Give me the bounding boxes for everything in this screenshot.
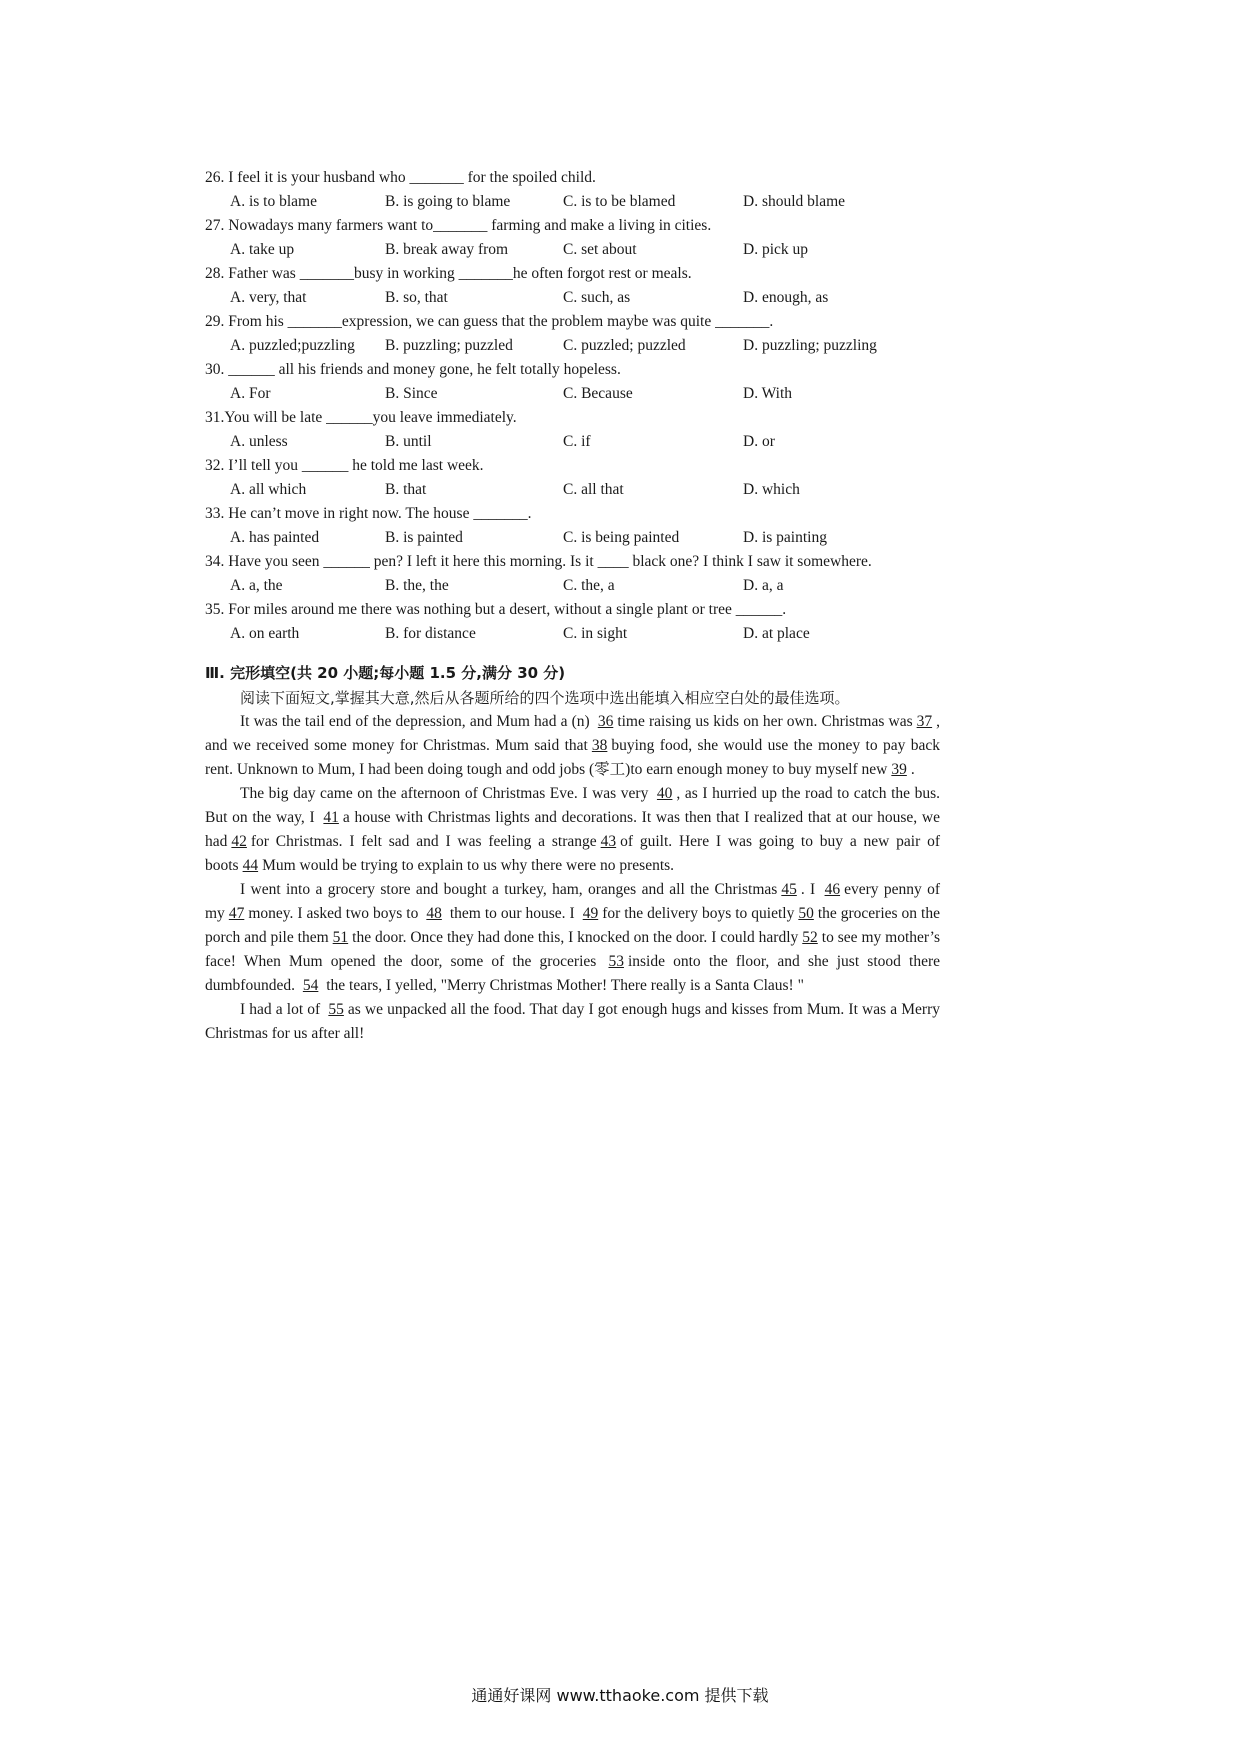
question-options <box>205 430 940 454</box>
answer-option: A. has painted <box>230 529 320 546</box>
answer-option: B. break away from <box>385 241 509 258</box>
passage-text: The big day came on the afternoon of Christmas Eve. I was very <box>240 785 653 802</box>
question-options <box>205 286 940 310</box>
answer-option: A. very, that <box>230 289 307 306</box>
answer-option: D. is painting <box>743 529 827 546</box>
cloze-blank: 43 <box>600 833 617 850</box>
answer-option: C. if <box>563 433 591 450</box>
passage-text: a house with Christmas lights and decorations. It was then that I realized that at our house, we had <box>205 809 940 850</box>
passage-text: inside onto the floor, and she just stood there dumbfounded. <box>205 953 941 994</box>
answer-option: B. that <box>385 481 427 498</box>
answer-option: D. or <box>743 433 775 450</box>
passage-text: as we unpacked all the food. That day I got enough hugs and kisses from Mum. It was a Merry Christmas for us after all! <box>205 1001 940 1042</box>
cloze-passage <box>205 710 940 1046</box>
passage-text: the groceries on the porch and pile them <box>205 905 940 946</box>
cloze-blank: 40 <box>656 785 673 802</box>
passage-text: for Christmas. I felt sad and I was feeling a strange <box>250 833 597 850</box>
footer-source: 通通好课网 www.tthaoke.com 提供下载 <box>471 1686 769 1705</box>
passage-paragraph <box>205 998 940 1046</box>
passage-text: time raising us kids on her own. Christmas was <box>617 713 913 730</box>
section-title: Ⅲ. 完形填空(共 20 小题;每小题 1.5 分,满分 30 分) <box>205 664 566 682</box>
answer-option: D. a, a <box>743 577 784 594</box>
question-options <box>205 382 940 406</box>
passage-text: Mum would be trying to explain to us why there were no presents. <box>262 857 675 874</box>
answer-option: D. which <box>743 481 800 498</box>
answer-option: A. take up <box>230 241 295 258</box>
passage-text: . I <box>800 881 821 898</box>
answer-option: B. so, that <box>385 289 448 306</box>
cloze-blank: 47 <box>228 905 245 922</box>
answer-option: D. at place <box>743 625 810 642</box>
answer-option: C. puzzled; puzzled <box>563 337 686 354</box>
passage-text: for the delivery boys to quietly <box>602 905 795 922</box>
question-options <box>205 478 940 502</box>
cloze-blank: 55 <box>328 1001 344 1018</box>
passage-text: I had a lot of <box>240 1001 325 1018</box>
answer-option: A. on earth <box>230 625 300 642</box>
answer-option: D. puzzling; puzzling <box>743 337 877 354</box>
passage-text: I went into a grocery store and bought a turkey, ham, oranges and all the Christmas <box>240 881 778 898</box>
passage-text: of guilt. Here I was going to buy a new pair of boots <box>205 833 940 874</box>
cloze-blank: 48 <box>426 905 442 922</box>
cloze-blank: 49 <box>582 905 599 922</box>
multiple-choice-questions <box>205 166 940 646</box>
answer-option: B. is painted <box>385 529 463 546</box>
answer-option: B. until <box>385 433 432 450</box>
answer-option: A. all which <box>230 481 307 498</box>
answer-option: A. a, the <box>230 577 283 594</box>
cloze-blank: 39 <box>891 761 907 778</box>
answer-option: D. enough, as <box>743 289 829 306</box>
cloze-blank: 50 <box>798 905 814 922</box>
question-options <box>205 334 940 358</box>
passage-text: money. I asked two boys to <box>248 905 423 922</box>
cloze-blank: 53 <box>608 953 624 970</box>
answer-option: C. is being painted <box>563 529 680 546</box>
cloze-blank: 37 <box>916 713 933 730</box>
question-stem: 30. ______ all his friends and money gone, he felt totally hopeless. <box>205 361 621 378</box>
cloze-blank: 38 <box>591 737 608 754</box>
answer-option: A. puzzled;puzzling <box>230 337 355 354</box>
answer-option: A. unless <box>230 433 288 450</box>
answer-option: A. is to blame <box>230 193 317 210</box>
question-stem: 31.You will be late ______you leave immediately. <box>205 409 517 426</box>
passage-text: , and we received some money for Christmas. Mum said that <box>205 713 940 754</box>
passage-text: the tears, I yelled, "Merry Christmas Mother! There really is a Santa Claus! " <box>322 977 804 994</box>
passage-text: It was the tail end of the depression, and Mum had a (n) <box>240 713 594 730</box>
answer-option: C. set about <box>563 241 637 258</box>
answer-option: D. pick up <box>743 241 809 258</box>
passage-text: them to our house. I <box>445 905 579 922</box>
question-stem: 33. He can’t move in right now. The house _______. <box>205 505 532 522</box>
question-options <box>205 238 940 262</box>
answer-option: C. all that <box>563 481 624 498</box>
cloze-blank: 46 <box>824 881 841 898</box>
cloze-blank: 44 <box>242 857 259 874</box>
cloze-blank: 42 <box>231 833 247 850</box>
answer-option: A. For <box>230 385 271 402</box>
answer-option: C. the, a <box>563 577 615 594</box>
passage-paragraph <box>205 782 940 878</box>
question-options <box>205 622 940 646</box>
passage-paragraph <box>205 710 940 782</box>
answer-option: B. puzzling; puzzled <box>385 337 513 354</box>
answer-option: D. With <box>743 385 793 402</box>
question-stem: 27. Nowadays many farmers want to_______ farming and make a living in cities. <box>205 217 712 234</box>
passage-paragraph <box>205 878 940 998</box>
cloze-blank: 54 <box>302 977 319 994</box>
answer-option: C. in sight <box>563 625 628 642</box>
answer-option: B. Since <box>385 385 438 402</box>
answer-option: D. should blame <box>743 193 846 210</box>
section-instruction: 阅读下面短文,掌握其大意,然后从各题所给的四个选项中选出能填入相应空白处的最佳选项。 <box>240 689 850 707</box>
question-options <box>205 190 940 214</box>
question-stem: 34. Have you seen ______ pen? I left it here this morning. Is it ____ black one? I think I saw it somewhere. <box>205 553 872 570</box>
answer-option: C. Because <box>563 385 633 402</box>
question-stem: 28. Father was _______busy in working _______he often forgot rest or meals. <box>205 265 692 282</box>
question-stem: 26. I feel it is your husband who _______ for the spoiled child. <box>205 169 596 186</box>
cloze-blank: 45 <box>781 881 797 898</box>
question-stem: 29. From his _______expression, we can guess that the problem maybe was quite _______. <box>205 313 774 330</box>
passage-text: to see my mother’s face! When Mum opened the door, some of the groceries <box>205 929 940 970</box>
passage-text: . <box>910 761 915 778</box>
question-stem: 35. For miles around me there was nothing but a desert, without a single plant or tree ______. <box>205 601 787 618</box>
answer-option: B. the, the <box>385 577 449 594</box>
answer-option: B. for distance <box>385 625 476 642</box>
passage-text: buying food, she would use the money to pay back rent. Unknown to Mum, I had been doing tough and odd jobs (零工)to earn enough money to buy myself new <box>205 737 940 778</box>
passage-text: the door. Once they had done this, I knocked on the door. I could hardly <box>352 929 799 946</box>
question-options <box>205 574 940 598</box>
question-stem: 32. I’ll tell you ______ he told me last week. <box>205 457 484 474</box>
cloze-blank: 41 <box>323 809 339 826</box>
cloze-blank: 51 <box>332 929 349 946</box>
passage-text: , as I hurried up the road to catch the bus. But on the way, I <box>205 785 941 826</box>
cloze-blank: 52 <box>802 929 818 946</box>
cloze-blank: 36 <box>597 713 614 730</box>
passage-text: every penny of my <box>205 881 940 922</box>
answer-option: B. is going to blame <box>385 193 511 210</box>
question-options <box>205 526 940 550</box>
exam-page <box>205 166 940 1046</box>
answer-option: C. is to be blamed <box>563 193 676 210</box>
answer-option: C. such, as <box>563 289 631 306</box>
